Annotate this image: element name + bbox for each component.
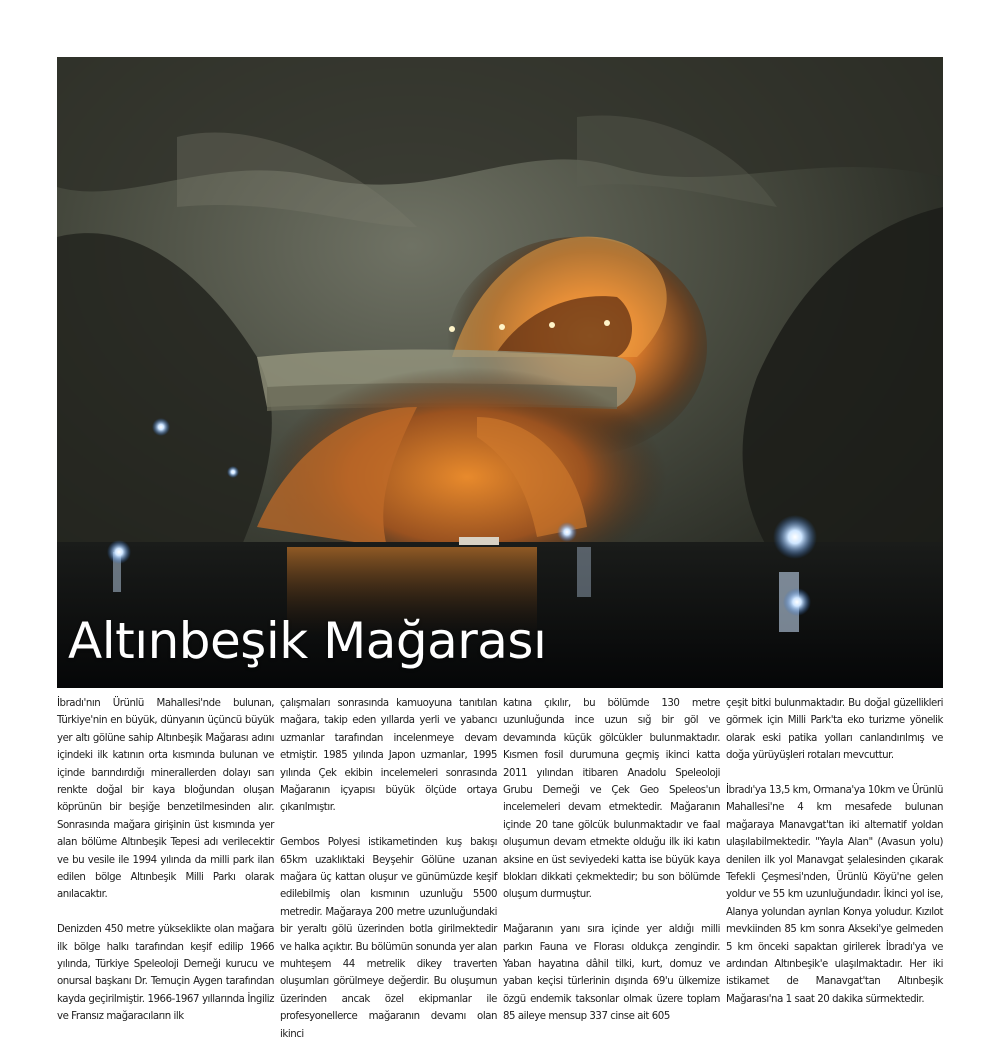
text-column-1 [57, 695, 274, 1026]
text-column-2 [280, 695, 497, 1043]
paragraph: çeşit bitki bulunmaktadır. Bu doğal güzellikleri görmek için Milli Park'ta eko turizme yönelik olarak eski patika yolları canlandırılmış ve doğa yürüyüşleri rotaları mevcuttur. [726, 698, 943, 762]
cave-illustration [57, 57, 943, 688]
text-column-4 [726, 695, 943, 1008]
photo-credit-prefix: FOTOĞRAF: [970, 686, 980, 741]
paragraph: Denizden 450 metre yükseklikte olan mağara ilk bölge halkı tarafından keşif edilip 1966 yılında, Türkiye Speleoloji Derneği kurucu ve onursal başkanı Dr. Temuçin Aygen tarafından kayda geçirilmiştir. 1966-1967 yıllarında İngiliz ve Fransız mağaracıların ilk [57, 924, 274, 1023]
text-column-3 [503, 695, 720, 1026]
paragraph: İbradı'ya 13,5 km, Ormana'ya 10km ve Ürünlü Mahallesi'ne 4 km mesafede bulunan mağaraya Manavgat'tan iki alternatif yoldan ulaşılabilmektedir. "Yayla Alan" (Avasun yolu) denilen ilk yol Manavgat şelalesinden çıkarak Tefekli Çeşmesi'nden, Ürünlü Köyü'ne gelen yoldur ve 55 km uzunluğundadır. İkinci yol ise, Alanya yolundan ayrılan Konya yoludur. Kızılot mevkiinden 85 km sonra Akseki'ye gelmeden 5 km önceki sapaktan girilerek İbradı'ya ve ardından Altınbeşik'e ulaşılmaktadır. Her iki istikamet de Manavgat'tan Altınbeşik Mağarası'na 1 saat 20 dakika sürmektedir. [726, 785, 943, 1005]
paragraph: Mağaranın yanı sıra içinde yer aldığı milli parkın Fauna ve Florası oldukça zengindir. Yaban hayatına dâhil tilki, kurt, domuz ve yaban keçisi türlerinin dışında 69'u ülkemize özgü endemik taksonlar olmak üzere toplam 85 aileye mensup 337 cinse ait 605 [503, 924, 720, 1023]
paragraph: katına çıkılır, bu bölümde 130 metre uzunluğunda ince uzun sığ bir göl ve devamında küçük gölcükler bulunmaktadır. Kısmen fosil durumuna geçmiş ikinci katta 2011 yılından itibaren Anadolu Speleoloji Grubu Derneği ve Çek Geo Speleos'un incelemeleri devam etmektedir. Mağaranın içinde 20 tane gölcük bulunmaktadır ve faal oluşumun devam etmekte olduğu ilk iki katın aksine en üst seviyedeki katta ise büyük kaya blokları dikkati çekmektedir; bu son bölümde oluşum durmuştur. [503, 698, 720, 901]
paragraph: Gembos Polyesi istikametinden kuş bakışı 65km uzaklıktaki Beyşehir Gölüne uzanan mağara üç kattan oluşur ve günümüzde keşif edilebilmiş olan kısmının uzunluğu 5500 metredir. Mağaraya 200 metre uzunluğundaki bir yeraltı gölü üzerinden botla girilmektedir ve halka açıktır. Bu bölümün sonunda yer alan muhteşem 44 metrelik dikey traverten oluşumları görülmeye değerdir. Bu oluşumun üzerinden ancak özel ekipmanlar ile profesyonellerce mağaranın devamı olan ikinci [280, 837, 497, 1040]
paragraph: çalışmaları sonrasında kamuoyuna tanıtılan mağara, takip eden yıllarda yerli ve yabancı uzmanlar tarafından incelenmeye devam etmiştir. 1985 yılında Japon uzmanlar, 1995 yılında Çek ekibin incelemeleri sonrasında Mağaranın içyapısı büyük ölçüde ortaya çıkarılmıştır. [280, 698, 497, 814]
article-title: Altınbeşik Mağarası [68, 612, 547, 670]
photo-credit [965, 578, 985, 741]
paragraph: İbradı'nın Ürünlü Mahallesi'nde bulunan, Türkiye'nin en büyük, dünyanın üçüncü büyük yer altı gölüne sahip Altınbeşik Mağarası adını içindeki ilk katının orta kısmında bulunan ve içinde barındırdığı minerallerden dolayı sarı renkte doğal bir kaya bloğundan oluşan köprünün bir beşiğe benzetilmesinden alır. Sonrasında mağara girişinin üst kısmında yer alan bölüme Altınbeşik Tepesi adı verilecektir ve bu vesile ile 1994 yılında da milli park ilan edilen bölge Altınbeşik Milli Parkı olarak anılacaktır. [57, 698, 274, 901]
photo-credit-name: İbrahim Göksungur [970, 578, 980, 683]
